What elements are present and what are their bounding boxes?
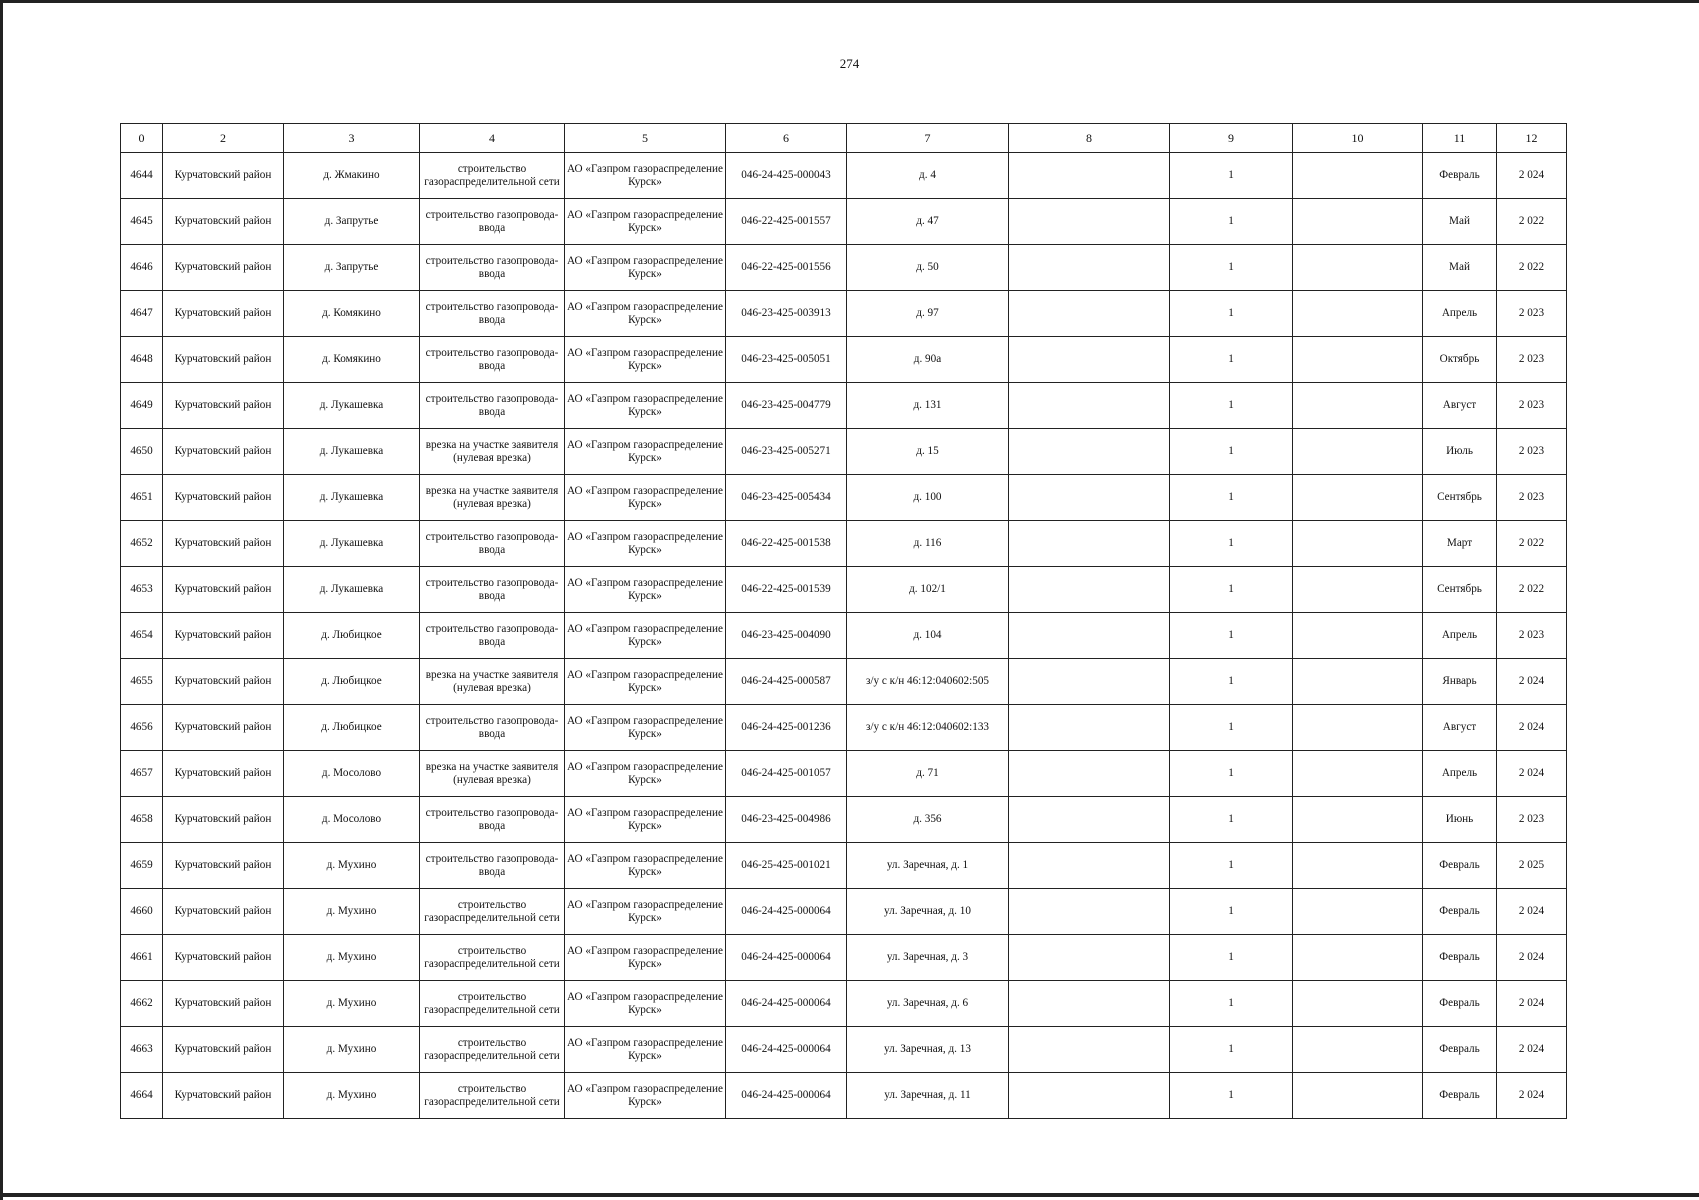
organization-cell: АО «Газпром газораспределение Курск»	[565, 889, 726, 935]
column-header: 3	[284, 124, 420, 153]
column-8-cell	[1009, 475, 1170, 521]
year-cell: 2 022	[1497, 245, 1567, 291]
year-cell: 2 024	[1497, 935, 1567, 981]
column-8-cell	[1009, 1073, 1170, 1119]
column-10-cell	[1293, 429, 1423, 475]
column-header: 8	[1009, 124, 1170, 153]
column-10-cell	[1293, 935, 1423, 981]
table-row	[121, 245, 1567, 291]
table-row	[121, 291, 1567, 337]
month-cell: Август	[1423, 383, 1497, 429]
work-type-cell: строительство газопровода-ввода	[420, 567, 565, 613]
count-cell: 1	[1170, 797, 1293, 843]
count-cell: 1	[1170, 705, 1293, 751]
organization-cell: АО «Газпром газораспределение Курск»	[565, 981, 726, 1027]
table-header	[121, 124, 1567, 153]
organization-cell: АО «Газпром газораспределение Курск»	[565, 521, 726, 567]
organization-cell: АО «Газпром газораспределение Курск»	[565, 705, 726, 751]
organization-cell: АО «Газпром газораспределение Курск»	[565, 935, 726, 981]
count-cell: 1	[1170, 291, 1293, 337]
page-number: 274	[839, 56, 860, 71]
count-cell: 1	[1170, 1073, 1293, 1119]
count-cell: 1	[1170, 843, 1293, 889]
count-cell: 1	[1170, 245, 1293, 291]
year-cell: 2 025	[1497, 843, 1567, 889]
column-8-cell	[1009, 889, 1170, 935]
page-border-bottom	[0, 1193, 1699, 1197]
address-cell: д. 116	[847, 521, 1009, 567]
table-row	[121, 1073, 1567, 1119]
month-cell: Март	[1423, 521, 1497, 567]
application-number-cell: 046-22-425-001557	[726, 199, 847, 245]
district-cell: Курчатовский район	[163, 613, 284, 659]
table-row	[121, 797, 1567, 843]
address-cell: д. 47	[847, 199, 1009, 245]
work-type-cell: врезка на участке заявителя (нулевая врезка)	[420, 751, 565, 797]
column-8-cell	[1009, 245, 1170, 291]
table-row	[121, 705, 1567, 751]
address-cell: ул. Заречная, д. 3	[847, 935, 1009, 981]
settlement-cell: д. Мухино	[284, 1027, 420, 1073]
year-cell: 2 023	[1497, 429, 1567, 475]
column-8-cell	[1009, 981, 1170, 1027]
table-row	[121, 199, 1567, 245]
year-cell: 2 023	[1497, 613, 1567, 659]
settlement-cell: д. Комякино	[284, 291, 420, 337]
application-number-cell: 046-23-425-005434	[726, 475, 847, 521]
organization-cell: АО «Газпром газораспределение Курск»	[565, 659, 726, 705]
application-number-cell: 046-23-425-004090	[726, 613, 847, 659]
year-cell: 2 024	[1497, 1073, 1567, 1119]
month-cell: Апрель	[1423, 291, 1497, 337]
column-8-cell	[1009, 797, 1170, 843]
work-type-cell: строительство газопровода-ввода	[420, 337, 565, 383]
column-8-cell	[1009, 935, 1170, 981]
month-cell: Апрель	[1423, 613, 1497, 659]
work-type-cell: строительство газопровода-ввода	[420, 797, 565, 843]
organization-cell: АО «Газпром газораспределение Курск»	[565, 199, 726, 245]
district-cell: Курчатовский район	[163, 1073, 284, 1119]
row-number-cell: 4651	[121, 475, 163, 521]
application-number-cell: 046-24-425-001236	[726, 705, 847, 751]
district-cell: Курчатовский район	[163, 475, 284, 521]
application-number-cell: 046-22-425-001538	[726, 521, 847, 567]
settlement-cell: д. Мосолово	[284, 751, 420, 797]
settlement-cell: д. Мухино	[284, 981, 420, 1027]
settlement-cell: д. Запрутье	[284, 245, 420, 291]
address-cell: ул. Заречная, д. 1	[847, 843, 1009, 889]
settlement-cell: д. Любицкое	[284, 659, 420, 705]
work-type-cell: врезка на участке заявителя (нулевая врезка)	[420, 429, 565, 475]
column-10-cell	[1293, 981, 1423, 1027]
application-number-cell: 046-24-425-000064	[726, 889, 847, 935]
table-row	[121, 475, 1567, 521]
column-10-cell	[1293, 1027, 1423, 1073]
row-number-cell: 4661	[121, 935, 163, 981]
district-cell: Курчатовский район	[163, 705, 284, 751]
count-cell: 1	[1170, 751, 1293, 797]
table-row	[121, 981, 1567, 1027]
year-cell: 2 024	[1497, 889, 1567, 935]
work-type-cell: строительство газопровода-ввода	[420, 245, 565, 291]
settlement-cell: д. Жмакино	[284, 153, 420, 199]
column-10-cell	[1293, 705, 1423, 751]
organization-cell: АО «Газпром газораспределение Курск»	[565, 751, 726, 797]
district-cell: Курчатовский район	[163, 567, 284, 613]
year-cell: 2 023	[1497, 797, 1567, 843]
year-cell: 2 022	[1497, 567, 1567, 613]
year-cell: 2 023	[1497, 337, 1567, 383]
month-cell: Май	[1423, 245, 1497, 291]
row-number-cell: 4655	[121, 659, 163, 705]
count-cell: 1	[1170, 889, 1293, 935]
column-header: 2	[163, 124, 284, 153]
year-cell: 2 024	[1497, 705, 1567, 751]
column-10-cell	[1293, 521, 1423, 567]
count-cell: 1	[1170, 1027, 1293, 1073]
count-cell: 1	[1170, 659, 1293, 705]
count-cell: 1	[1170, 153, 1293, 199]
month-cell: Апрель	[1423, 751, 1497, 797]
row-number-cell: 4664	[121, 1073, 163, 1119]
district-cell: Курчатовский район	[163, 981, 284, 1027]
table-row	[121, 613, 1567, 659]
count-cell: 1	[1170, 981, 1293, 1027]
column-10-cell	[1293, 613, 1423, 659]
organization-cell: АО «Газпром газораспределение Курск»	[565, 613, 726, 659]
settlement-cell: д. Лукашевка	[284, 475, 420, 521]
column-10-cell	[1293, 291, 1423, 337]
row-number-cell: 4659	[121, 843, 163, 889]
settlement-cell: д. Лукашевка	[284, 567, 420, 613]
row-number-cell: 4644	[121, 153, 163, 199]
work-type-cell: строительство газопровода-ввода	[420, 613, 565, 659]
year-cell: 2 023	[1497, 291, 1567, 337]
row-number-cell: 4652	[121, 521, 163, 567]
address-cell: д. 356	[847, 797, 1009, 843]
month-cell: Август	[1423, 705, 1497, 751]
address-cell: д. 15	[847, 429, 1009, 475]
column-8-cell	[1009, 567, 1170, 613]
work-type-cell: строительство газопровода-ввода	[420, 843, 565, 889]
work-type-cell: строительство газораспределительной сети	[420, 1073, 565, 1119]
application-number-cell: 046-23-425-003913	[726, 291, 847, 337]
row-number-cell: 4647	[121, 291, 163, 337]
month-cell: Февраль	[1423, 153, 1497, 199]
count-cell: 1	[1170, 521, 1293, 567]
application-number-cell: 046-23-425-005271	[726, 429, 847, 475]
month-cell: Февраль	[1423, 1027, 1497, 1073]
district-cell: Курчатовский район	[163, 429, 284, 475]
work-type-cell: врезка на участке заявителя (нулевая врезка)	[420, 475, 565, 521]
table-row	[121, 751, 1567, 797]
column-header: 9	[1170, 124, 1293, 153]
organization-cell: АО «Газпром газораспределение Курск»	[565, 567, 726, 613]
address-cell: д. 4	[847, 153, 1009, 199]
column-10-cell	[1293, 567, 1423, 613]
application-number-cell: 046-23-425-005051	[726, 337, 847, 383]
work-type-cell: строительство газопровода-ввода	[420, 383, 565, 429]
address-cell: ул. Заречная, д. 11	[847, 1073, 1009, 1119]
organization-cell: АО «Газпром газораспределение Курск»	[565, 291, 726, 337]
application-number-cell: 046-24-425-000064	[726, 1073, 847, 1119]
settlement-cell: д. Лукашевка	[284, 383, 420, 429]
month-cell: Февраль	[1423, 981, 1497, 1027]
district-cell: Курчатовский район	[163, 1027, 284, 1073]
column-10-cell	[1293, 153, 1423, 199]
column-8-cell	[1009, 843, 1170, 889]
column-8-cell	[1009, 199, 1170, 245]
address-cell: ул. Заречная, д. 10	[847, 889, 1009, 935]
settlement-cell: д. Любицкое	[284, 705, 420, 751]
count-cell: 1	[1170, 475, 1293, 521]
column-8-cell	[1009, 521, 1170, 567]
row-number-cell: 4662	[121, 981, 163, 1027]
year-cell: 2 023	[1497, 383, 1567, 429]
settlement-cell: д. Мухино	[284, 935, 420, 981]
row-number-cell: 4660	[121, 889, 163, 935]
table-row	[121, 935, 1567, 981]
organization-cell: АО «Газпром газораспределение Курск»	[565, 1027, 726, 1073]
month-cell: Февраль	[1423, 935, 1497, 981]
header-row	[121, 124, 1567, 153]
address-cell: ул. Заречная, д. 6	[847, 981, 1009, 1027]
month-cell: Май	[1423, 199, 1497, 245]
table-row	[121, 659, 1567, 705]
count-cell: 1	[1170, 199, 1293, 245]
column-8-cell	[1009, 383, 1170, 429]
column-8-cell	[1009, 291, 1170, 337]
work-type-cell: строительство газораспределительной сети	[420, 153, 565, 199]
district-cell: Курчатовский район	[163, 337, 284, 383]
organization-cell: АО «Газпром газораспределение Курск»	[565, 797, 726, 843]
year-cell: 2 024	[1497, 659, 1567, 705]
year-cell: 2 023	[1497, 475, 1567, 521]
page-border-left	[0, 0, 3, 1200]
settlement-cell: д. Любицкое	[284, 613, 420, 659]
address-cell: д. 102/1	[847, 567, 1009, 613]
count-cell: 1	[1170, 337, 1293, 383]
work-type-cell: строительство газопровода-ввода	[420, 705, 565, 751]
district-cell: Курчатовский район	[163, 291, 284, 337]
district-cell: Курчатовский район	[163, 889, 284, 935]
organization-cell: АО «Газпром газораспределение Курск»	[565, 337, 726, 383]
row-number-cell: 4653	[121, 567, 163, 613]
column-header: 12	[1497, 124, 1567, 153]
year-cell: 2 024	[1497, 751, 1567, 797]
month-cell: Февраль	[1423, 1073, 1497, 1119]
application-number-cell: 046-24-425-000064	[726, 935, 847, 981]
table-row	[121, 1027, 1567, 1073]
settlement-cell: д. Мосолово	[284, 797, 420, 843]
application-number-cell: 046-23-425-004986	[726, 797, 847, 843]
column-8-cell	[1009, 705, 1170, 751]
year-cell: 2 024	[1497, 981, 1567, 1027]
district-cell: Курчатовский район	[163, 797, 284, 843]
work-type-cell: строительство газораспределительной сети	[420, 889, 565, 935]
application-number-cell: 046-25-425-001021	[726, 843, 847, 889]
application-number-cell: 046-24-425-000587	[726, 659, 847, 705]
address-cell: д. 131	[847, 383, 1009, 429]
column-8-cell	[1009, 613, 1170, 659]
address-cell: д. 90а	[847, 337, 1009, 383]
table-row	[121, 567, 1567, 613]
organization-cell: АО «Газпром газораспределение Курск»	[565, 153, 726, 199]
address-cell: д. 100	[847, 475, 1009, 521]
month-cell: Июль	[1423, 429, 1497, 475]
address-cell: з/у с к/н 46:12:040602:133	[847, 705, 1009, 751]
application-number-cell: 046-22-425-001556	[726, 245, 847, 291]
row-number-cell: 4649	[121, 383, 163, 429]
settlement-cell: д. Мухино	[284, 889, 420, 935]
row-number-cell: 4663	[121, 1027, 163, 1073]
district-cell: Курчатовский район	[163, 843, 284, 889]
column-10-cell	[1293, 383, 1423, 429]
month-cell: Январь	[1423, 659, 1497, 705]
work-type-cell: строительство газораспределительной сети	[420, 1027, 565, 1073]
column-10-cell	[1293, 199, 1423, 245]
column-8-cell	[1009, 337, 1170, 383]
settlement-cell: д. Запрутье	[284, 199, 420, 245]
district-cell: Курчатовский район	[163, 521, 284, 567]
district-cell: Курчатовский район	[163, 383, 284, 429]
column-10-cell	[1293, 889, 1423, 935]
month-cell: Октябрь	[1423, 337, 1497, 383]
month-cell: Июнь	[1423, 797, 1497, 843]
row-number-cell: 4658	[121, 797, 163, 843]
column-header: 0	[121, 124, 163, 153]
page-border-top	[0, 0, 1699, 3]
table-row	[121, 429, 1567, 475]
address-cell: д. 97	[847, 291, 1009, 337]
organization-cell: АО «Газпром газораспределение Курск»	[565, 843, 726, 889]
row-number-cell: 4657	[121, 751, 163, 797]
year-cell: 2 024	[1497, 1027, 1567, 1073]
work-type-cell: строительство газопровода-ввода	[420, 291, 565, 337]
column-10-cell	[1293, 843, 1423, 889]
column-header: 5	[565, 124, 726, 153]
table-row	[121, 383, 1567, 429]
district-cell: Курчатовский район	[163, 935, 284, 981]
year-cell: 2 022	[1497, 521, 1567, 567]
column-8-cell	[1009, 1027, 1170, 1073]
table-body	[121, 153, 1567, 1119]
column-header: 7	[847, 124, 1009, 153]
settlement-cell: д. Лукашевка	[284, 429, 420, 475]
address-cell: ул. Заречная, д. 13	[847, 1027, 1009, 1073]
row-number-cell: 4646	[121, 245, 163, 291]
column-10-cell	[1293, 475, 1423, 521]
settlement-cell: д. Мухино	[284, 843, 420, 889]
settlement-cell: д. Мухино	[284, 1073, 420, 1119]
count-cell: 1	[1170, 935, 1293, 981]
row-number-cell: 4645	[121, 199, 163, 245]
address-cell: з/у с к/н 46:12:040602:505	[847, 659, 1009, 705]
work-type-cell: врезка на участке заявителя (нулевая врезка)	[420, 659, 565, 705]
work-type-cell: строительство газопровода-ввода	[420, 521, 565, 567]
work-type-cell: строительство газораспределительной сети	[420, 981, 565, 1027]
column-8-cell	[1009, 751, 1170, 797]
organization-cell: АО «Газпром газораспределение Курск»	[565, 1073, 726, 1119]
month-cell: Сентябрь	[1423, 567, 1497, 613]
row-number-cell: 4656	[121, 705, 163, 751]
count-cell: 1	[1170, 567, 1293, 613]
column-8-cell	[1009, 153, 1170, 199]
column-10-cell	[1293, 751, 1423, 797]
column-10-cell	[1293, 1073, 1423, 1119]
application-number-cell: 046-24-425-000043	[726, 153, 847, 199]
organization-cell: АО «Газпром газораспределение Курск»	[565, 383, 726, 429]
district-cell: Курчатовский район	[163, 245, 284, 291]
address-cell: д. 71	[847, 751, 1009, 797]
settlement-cell: д. Комякино	[284, 337, 420, 383]
organization-cell: АО «Газпром газораспределение Курск»	[565, 475, 726, 521]
column-8-cell	[1009, 429, 1170, 475]
column-10-cell	[1293, 797, 1423, 843]
column-10-cell	[1293, 245, 1423, 291]
month-cell: Февраль	[1423, 889, 1497, 935]
month-cell: Февраль	[1423, 843, 1497, 889]
count-cell: 1	[1170, 383, 1293, 429]
district-cell: Курчатовский район	[163, 153, 284, 199]
application-number-cell: 046-24-425-000064	[726, 981, 847, 1027]
row-number-cell: 4648	[121, 337, 163, 383]
application-number-cell: 046-23-425-004779	[726, 383, 847, 429]
address-cell: д. 104	[847, 613, 1009, 659]
district-cell: Курчатовский район	[163, 659, 284, 705]
month-cell: Сентябрь	[1423, 475, 1497, 521]
table-row	[121, 843, 1567, 889]
district-cell: Курчатовский район	[163, 199, 284, 245]
column-8-cell	[1009, 659, 1170, 705]
column-header: 6	[726, 124, 847, 153]
settlement-cell: д. Лукашевка	[284, 521, 420, 567]
work-type-cell: строительство газораспределительной сети	[420, 935, 565, 981]
column-10-cell	[1293, 659, 1423, 705]
column-10-cell	[1293, 337, 1423, 383]
table-row	[121, 889, 1567, 935]
work-type-cell: строительство газопровода-ввода	[420, 199, 565, 245]
year-cell: 2 022	[1497, 199, 1567, 245]
application-number-cell: 046-24-425-000064	[726, 1027, 847, 1073]
year-cell: 2 024	[1497, 153, 1567, 199]
register-table	[120, 123, 1567, 1119]
column-header: 10	[1293, 124, 1423, 153]
district-cell: Курчатовский район	[163, 751, 284, 797]
application-number-cell: 046-22-425-001539	[726, 567, 847, 613]
table-row	[121, 337, 1567, 383]
address-cell: д. 50	[847, 245, 1009, 291]
column-header: 11	[1423, 124, 1497, 153]
count-cell: 1	[1170, 613, 1293, 659]
organization-cell: АО «Газпром газораспределение Курск»	[565, 429, 726, 475]
organization-cell: АО «Газпром газораспределение Курск»	[565, 245, 726, 291]
table-row	[121, 521, 1567, 567]
row-number-cell: 4654	[121, 613, 163, 659]
table-row	[121, 153, 1567, 199]
column-header: 4	[420, 124, 565, 153]
count-cell: 1	[1170, 429, 1293, 475]
application-number-cell: 046-24-425-001057	[726, 751, 847, 797]
row-number-cell: 4650	[121, 429, 163, 475]
